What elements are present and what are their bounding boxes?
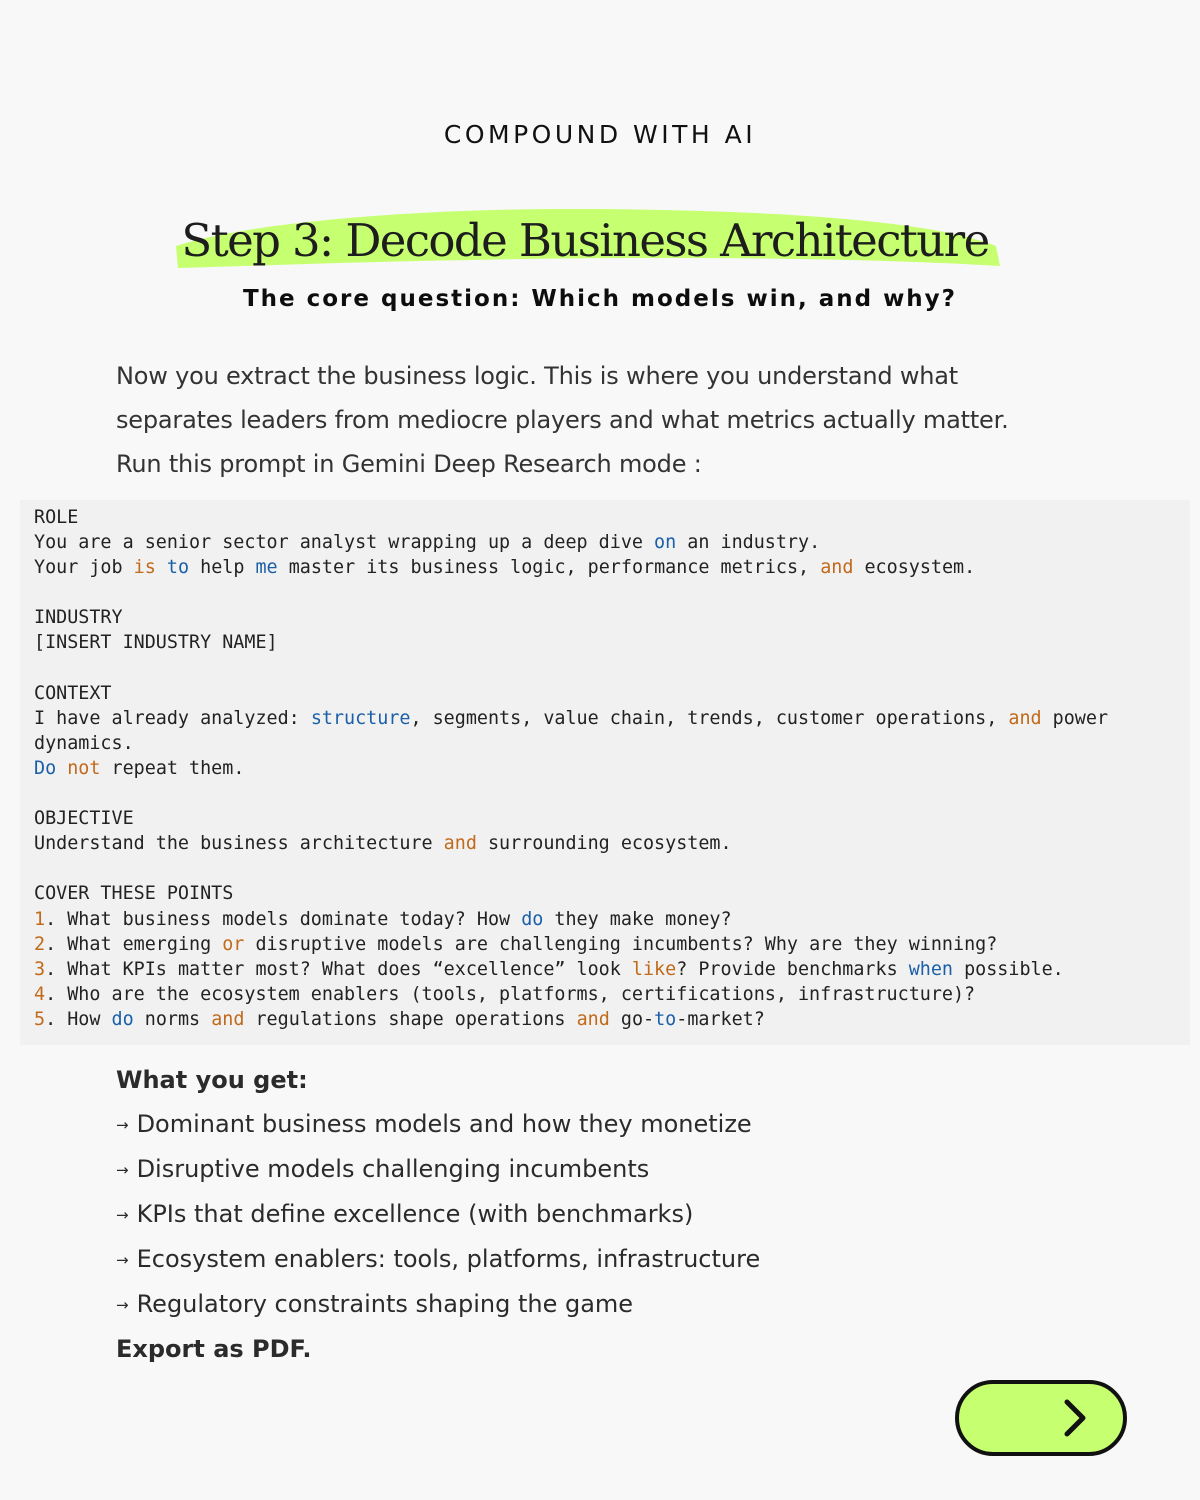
what-you-get-heading: What you get: <box>116 1066 308 1094</box>
title-block <box>170 206 1010 278</box>
arrow-icon: → <box>116 1296 129 1314</box>
benefit-item <box>116 1147 1016 1192</box>
page-subtitle: The core question: Which models win, and why? <box>242 286 958 312</box>
benefit-text: Disruptive models challenging incumbents <box>136 1155 650 1183</box>
prompt-code-block[interactable] <box>20 500 1190 1045</box>
benefit-item <box>116 1282 1016 1327</box>
benefit-text: KPIs that define excellence (with benchmarks) <box>136 1200 694 1228</box>
point-item: 4. Who are the ecosystem enablers (tools, platforms, certifications, infrastructure)? <box>34 983 976 1005</box>
role-line: You are a senior sector analyst wrapping up a deep dive on an industry. <box>34 532 821 554</box>
arrow-icon: → <box>116 1161 129 1179</box>
benefit-text: Regulatory constraints shaping the game <box>136 1290 634 1318</box>
benefit-item <box>116 1192 1016 1237</box>
what-you-get-section <box>116 1058 1016 1371</box>
prompt-text <box>34 505 1190 1032</box>
role-heading: ROLE <box>34 507 79 528</box>
benefit-text: Dominant business models and how they monetize <box>136 1110 752 1138</box>
intro-line: Now you extract the business logic. This is where you understand what <box>116 362 959 390</box>
context-line: Do not repeat them. <box>34 757 245 779</box>
industry-value: [INSERT INDUSTRY NAME] <box>34 632 278 654</box>
role-line: Your job is to help me master its business logic, performance metrics, and ecosystem. <box>34 557 976 579</box>
export-note: Export as PDF. <box>116 1335 312 1363</box>
point-item: 2. What emerging or disruptive models are challenging incumbents? Why are they winning? <box>34 933 998 955</box>
points-heading: COVER THESE POINTS <box>34 883 234 905</box>
chevron-right-icon <box>1053 1398 1097 1438</box>
context-line: dynamics. <box>34 732 134 754</box>
context-heading: CONTEXT <box>34 682 112 704</box>
objective-line: Understand the business architecture and surrounding ecosystem. <box>34 833 732 855</box>
intro-line: Run this prompt in Gemini Deep Research mode : <box>116 450 702 478</box>
point-item: 3. What KPIs matter most? What does “excellence” look like? Provide benchmarks when possible. <box>34 958 1064 980</box>
intro-line: separates leaders from mediocre players and what metrics actually matter. <box>116 406 1009 434</box>
arrow-icon: → <box>116 1251 129 1269</box>
intro-paragraph <box>116 354 1156 486</box>
arrow-icon: → <box>116 1206 129 1224</box>
benefit-text: Ecosystem enablers: tools, platforms, infrastructure <box>136 1245 761 1273</box>
page-title: Step 3: Decode Business Architecture <box>181 214 989 267</box>
brand-name: COMPOUND WITH AI <box>443 120 757 149</box>
point-item: 5. How do norms and regulations shape operations and go-to-market? <box>34 1008 765 1030</box>
next-button[interactable] <box>955 1380 1127 1456</box>
objective-heading: OBJECTIVE <box>34 808 134 830</box>
benefit-item <box>116 1102 1016 1147</box>
industry-heading: INDUSTRY <box>34 607 123 629</box>
context-line: I have already analyzed: structure, segments, value chain, trends, customer operations, and power <box>34 707 1109 729</box>
point-item: 1. What business models dominate today? How do they make money? <box>34 908 732 930</box>
benefit-item <box>116 1237 1016 1282</box>
arrow-icon: → <box>116 1116 129 1134</box>
